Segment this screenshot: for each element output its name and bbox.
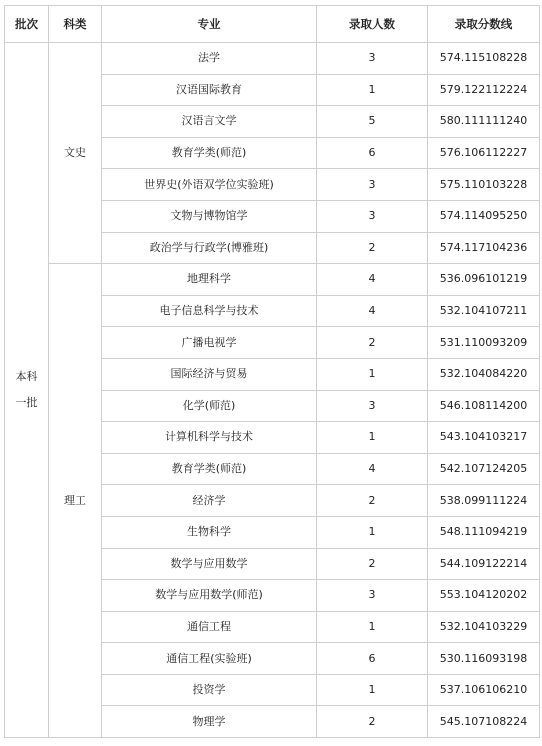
score-cell: 574.117104236	[428, 232, 540, 264]
score-cell: 574.115108228	[428, 43, 540, 75]
major-cell: 投资学	[102, 674, 317, 706]
score-cell: 537.106106210	[428, 674, 540, 706]
score-cell: 580.111111240	[428, 106, 540, 138]
score-cell: 548.111094219	[428, 516, 540, 548]
score-cell: 575.110103228	[428, 169, 540, 201]
count-cell: 1	[317, 422, 428, 454]
count-cell: 5	[317, 106, 428, 138]
score-cell: 532.104084220	[428, 358, 540, 390]
score-cell: 536.096101219	[428, 264, 540, 296]
count-cell: 4	[317, 264, 428, 296]
major-cell: 通信工程(实验班)	[102, 643, 317, 675]
count-cell: 1	[317, 674, 428, 706]
major-cell: 法学	[102, 43, 317, 75]
major-cell: 教育学类(师范)	[102, 137, 317, 169]
table-header-row	[5, 6, 540, 43]
major-cell: 汉语国际教育	[102, 74, 317, 106]
table-body	[5, 43, 540, 738]
major-cell: 通信工程	[102, 611, 317, 643]
batch-label-line2: 一批	[15, 396, 38, 410]
score-cell: 531.110093209	[428, 327, 540, 359]
count-cell: 1	[317, 611, 428, 643]
table-row	[5, 264, 540, 296]
header-category: 科类	[49, 6, 102, 43]
count-cell: 2	[317, 232, 428, 264]
count-cell: 6	[317, 137, 428, 169]
score-cell: 530.116093198	[428, 643, 540, 675]
major-cell: 教育学类(师范)	[102, 453, 317, 485]
count-cell: 2	[317, 485, 428, 517]
score-cell: 553.104120202	[428, 580, 540, 612]
count-cell: 4	[317, 453, 428, 485]
count-cell: 3	[317, 580, 428, 612]
score-cell: 544.109122214	[428, 548, 540, 580]
major-cell: 世界史(外语双学位实验班)	[102, 169, 317, 201]
category-cell: 文史	[49, 43, 102, 264]
score-cell: 576.106112227	[428, 137, 540, 169]
batch-label-line1: 本科	[15, 370, 38, 384]
count-cell: 1	[317, 74, 428, 106]
major-cell: 计算机科学与技术	[102, 422, 317, 454]
major-cell: 经济学	[102, 485, 317, 517]
score-cell: 538.099111224	[428, 485, 540, 517]
score-cell: 532.104107211	[428, 295, 540, 327]
major-cell: 地理科学	[102, 264, 317, 296]
admission-table-container	[4, 5, 540, 738]
count-cell: 4	[317, 295, 428, 327]
major-cell: 电子信息科学与技术	[102, 295, 317, 327]
major-cell: 化学(师范)	[102, 390, 317, 422]
batch-cell	[5, 43, 49, 738]
major-cell: 文物与博物馆学	[102, 200, 317, 232]
score-cell: 545.107108224	[428, 706, 540, 738]
score-cell: 532.104103229	[428, 611, 540, 643]
major-cell: 国际经济与贸易	[102, 358, 317, 390]
major-cell: 数学与应用数学	[102, 548, 317, 580]
count-cell: 2	[317, 548, 428, 580]
score-cell: 542.107124205	[428, 453, 540, 485]
admission-table	[4, 5, 540, 738]
header-major: 专业	[102, 6, 317, 43]
header-score: 录取分数线	[428, 6, 540, 43]
major-cell: 生物科学	[102, 516, 317, 548]
major-cell: 汉语言文学	[102, 106, 317, 138]
major-cell: 数学与应用数学(师范)	[102, 580, 317, 612]
count-cell: 2	[317, 327, 428, 359]
score-cell: 543.104103217	[428, 422, 540, 454]
count-cell: 3	[317, 43, 428, 75]
count-cell: 3	[317, 390, 428, 422]
major-cell: 广播电视学	[102, 327, 317, 359]
header-count: 录取人数	[317, 6, 428, 43]
major-cell: 政治学与行政学(博雅班)	[102, 232, 317, 264]
header-batch: 批次	[5, 6, 49, 43]
score-cell: 546.108114200	[428, 390, 540, 422]
count-cell: 6	[317, 643, 428, 675]
table-row	[5, 43, 540, 75]
count-cell: 3	[317, 169, 428, 201]
score-cell: 579.122112224	[428, 74, 540, 106]
count-cell: 3	[317, 200, 428, 232]
category-cell: 理工	[49, 264, 102, 738]
count-cell: 1	[317, 516, 428, 548]
score-cell: 574.114095250	[428, 200, 540, 232]
count-cell: 1	[317, 358, 428, 390]
major-cell: 物理学	[102, 706, 317, 738]
count-cell: 2	[317, 706, 428, 738]
